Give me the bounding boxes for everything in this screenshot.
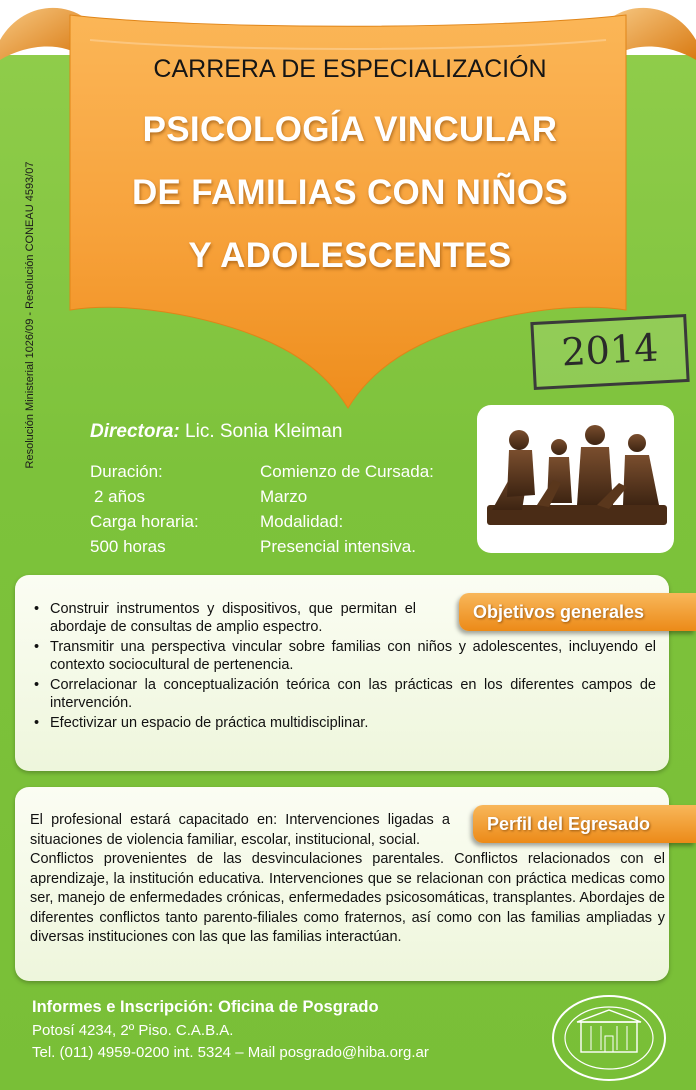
sculpture-photo (477, 405, 674, 553)
institute-seal-logo (551, 994, 667, 1082)
carga-label: Carga horaria: (90, 512, 199, 531)
year-stamp (530, 314, 689, 390)
perfil-tab: Perfil del Egresado (473, 805, 696, 843)
banner-title-line-2: DE FAMILIAS CON NIÑOS (131, 173, 569, 212)
sculpture-figures-image (477, 405, 674, 553)
footer-address: Potosí 4234, 2º Piso. C.A.B.A. (32, 1022, 234, 1039)
side-resolution-text: Resolución Ministerial 1026/09 - Resolución CONEAU 4593/07 (24, 161, 36, 469)
footer-contact: Tel. (011) 4959-0200 int. 5324 – Mail posgrado@hiba.org.ar (32, 1044, 429, 1061)
duracion-label: Duración: (90, 462, 163, 481)
banner-title-line-1: PSICOLOGÍA VINCULAR (142, 110, 558, 149)
perfil-text (30, 811, 665, 948)
comienzo-label: Comienzo de Cursada: (260, 462, 434, 481)
banner-subtitle: CARRERA DE ESPECIALIZACIÓN (153, 55, 547, 83)
duracion-value: 2 años (94, 487, 146, 506)
modalidad-label: Modalidad: (260, 512, 344, 531)
objetivos-tab: Objetivos generales (459, 593, 696, 631)
year-stamp-text: 2014 (560, 325, 660, 375)
perfil-text-rest: Conflictos provenientes de las desvinculaciones parentales. Conflictos relacionados con el aprendizaje, la institución educativa. Intervenciones que se relacionan con práctica medicas como ser, manejo de enfermedades crónicas, enfermedades psicosomáticas, transplantes. Abordajes de diferentes conflictos tanto parento-filiales como fraternos, así como con las familias ampliadas y diversas instituciones con las que las familias interactúan. (30, 851, 665, 945)
director-label: Directora: (90, 421, 180, 442)
director-line (90, 421, 342, 443)
modalidad-value: Presencial intensiva. (260, 537, 416, 556)
objetivo-item-1: • Construir instrumentos y dispositivos, que permitan el abordaje de consultas de amplio espectro. (34, 600, 656, 636)
objetivo-item-4: • Efectivizar un espacio de práctica multidisciplinar. (34, 714, 656, 732)
objetivo-item-3: • Correlacionar la conceptualización teórica con las prácticas en los diferentes campos de intervención. (34, 676, 656, 712)
comienzo-value: Marzo (260, 487, 308, 506)
objetivos-list (34, 600, 656, 734)
footer-heading: Informes e Inscripción: Oficina de Posgrado (32, 998, 379, 1016)
director-value: Lic. Sonia Kleiman (185, 421, 343, 442)
perfil-text-first: El profesional estará capacitado en: Intervenciones ligadas a situaciones de violencia familiar, escolar, institucional, social. (30, 812, 450, 848)
banner-title-line-3: Y ADOLESCENTES (188, 236, 512, 275)
carga-value: 500 horas (90, 537, 166, 556)
objetivo-item-2: • Transmitir una perspectiva vincular sobre familias con niños y adolescentes, incluyendo el contexto sociocultural de pertenencia. (34, 638, 656, 674)
